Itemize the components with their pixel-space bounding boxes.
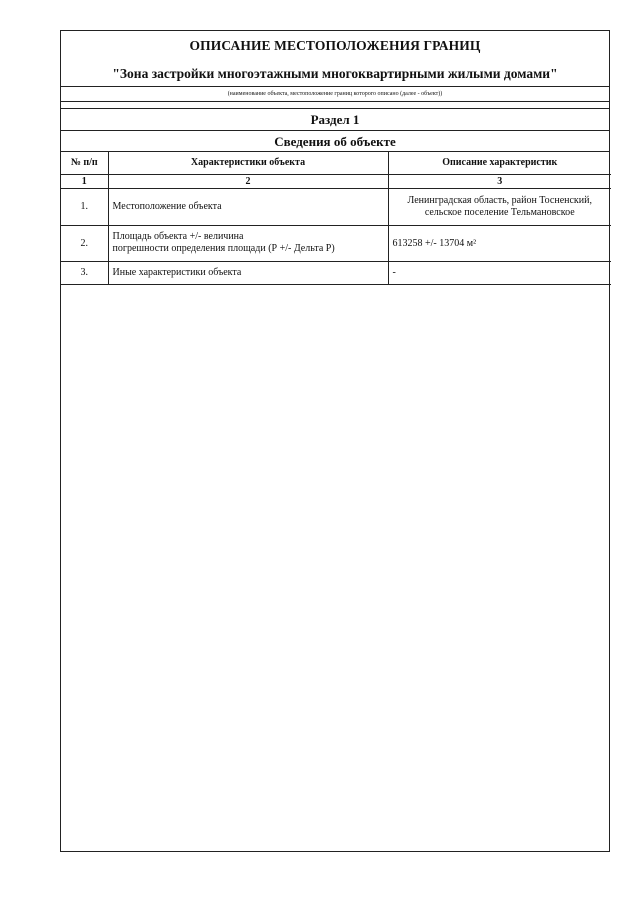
table-row [61,225,611,261]
section-label: Раздел 1 [310,112,360,127]
characteristics-table [61,152,611,285]
column-number: 1 [61,174,108,188]
row-characteristic [108,225,388,261]
column-header-characteristic: Характеристики объекта [108,152,388,174]
row-description [388,225,611,261]
section-heading: Сведения об объекте [274,134,396,149]
description-line: сельское поселение Тельмановское [424,206,575,218]
characteristic-line: Площадь объекта +/- величина [112,231,244,242]
table-header-row [61,152,611,174]
row-number: 2. [61,225,108,261]
column-number-row [61,174,611,188]
column-number: 2 [108,174,388,188]
characteristic-line: Местоположение объекта [112,201,222,212]
description-line: - [392,267,396,278]
document-header [61,31,609,89]
row-number: 3. [61,261,108,284]
description-line: 613258 +/- 13704 м² [392,237,477,249]
document-title: ОПИСАНИЕ МЕСТОПОЛОЖЕНИЯ ГРАНИЦ [189,38,481,53]
object-name: "Зона застройки многоэтажными многоквартирными жилыми домами" [112,66,558,81]
section-heading-row [61,131,609,152]
row-description [388,261,611,284]
column-number: 3 [388,174,611,188]
row-number: 1. [61,188,108,225]
row-characteristic [108,188,388,225]
description-line: Ленинградская область, район Тосненский, [407,194,592,206]
section-row [61,109,609,131]
characteristic-line: Иные характеристики объекта [112,267,242,278]
spacer-row [61,102,609,109]
column-header-description: Описание характеристик [388,152,611,174]
row-characteristic [108,261,388,284]
row-description [388,188,611,225]
characteristic-line: погрешности определения площади (Р +/- Дельта Р) [112,243,335,254]
column-header-num: № п/п [61,152,108,174]
object-caption-row [61,86,609,102]
table-row [61,188,611,225]
document-frame [60,30,610,852]
table-row [61,261,611,284]
object-caption: (наименование объекта, местоположение границ которого описано (далее - объект)) [227,91,443,97]
